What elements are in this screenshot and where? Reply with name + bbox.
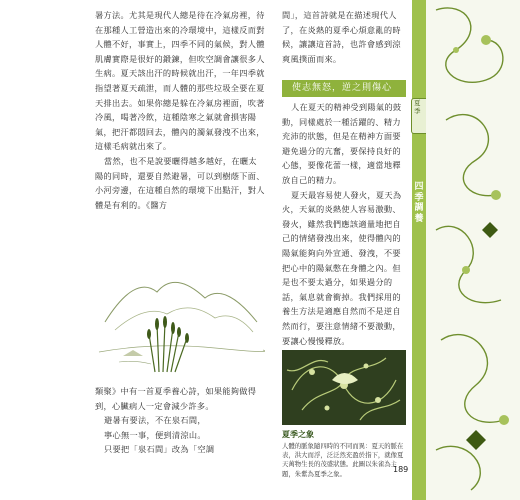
vermilion-bird-illustration <box>282 350 406 425</box>
right-paragraph-2: 夏天最容易使人發火，夏天為火，天氣的炎熱使人容易激動、發火，雖然我們應該適量地把自己的情緒發洩出來，使得體內的陽氣能夠向外宣通、發洩，不要把心中的陽氣憋在身體之內。但是也不要太過分，如果過分的話，氣息就會衝掉。我們採用的養生方法是適應自然而不是逆自然而行，要注意情緒不要激動，要讓心慢慢釋放。 <box>282 189 402 346</box>
side-rail <box>412 0 426 500</box>
page-number: 189 <box>393 465 409 474</box>
left-column <box>95 8 265 212</box>
right-column <box>282 8 406 66</box>
caption-text: 人體的脈象隨四時的不同而異：夏天的脈在表，洪大而浮，泛泛然充盈於指下，就像夏天萬物生長的茂盛狀態。此圖以朱雀為主題，朱紫為夏季之象。 <box>282 442 404 478</box>
poem-line-2: 寧心無一事，便到清涼山。 <box>104 429 206 440</box>
mountain-landscape-illustration <box>95 252 265 378</box>
chapter-side-title: 四季調養 <box>414 182 424 224</box>
left-bottom-paragraph: 類聚》中有一首夏季養心詩，如果能夠做得到，心臟病人一定會減少許多。 <box>95 386 257 411</box>
right-paragraph-1: 人在夏天的精神受到陽氣的鼓動，同樣處於一種活躍的、精力充沛的狀態，但是在精神方面要避免過分的亢奮，要保持良好的心態，要像花蕾一樣，適當地釋放自己的精力。 <box>282 102 402 185</box>
poem-line-1: 避暑有要法，不在泉石間， <box>104 415 206 426</box>
decorative-border <box>426 0 520 500</box>
section-heading: 使志無怒，逆之則傷心 <box>292 83 393 93</box>
left-bottom-closing: 只要把「泉石間」改為「空調 <box>104 444 215 455</box>
season-tab-label: 夏季 <box>414 99 421 115</box>
left-paragraph-1: 暑方法。尤其是現代人總是待在冷氣房裡，待在那種人工營造出來的冷環境中，這樣反而對人體不好，事實上，四季不同的氣候，對人體肌膚實際是很好的鍛鍊，但吹空調會讓很多人生病。夏天該出汗的時候就出汗，一年四季就指望著夏天疏泄，而人體的那些垃圾全要在夏天排出去。如果你總是躲在冷氣房裡面，吹著冷風，喝著冷飲，這種陰寒之氣就會損害陽氣，把汗都悶回去，體內的濁氣發洩不出來，這樣毛病就出來了。 <box>95 10 265 152</box>
left-bottom-text <box>95 384 265 457</box>
right-top-paragraph: 間」，這首詩就是在描述現代人了，在炎熱的夏季心煩意亂的時候，讓讓這首詩，也許會感到涼爽風撲面而來。 <box>282 10 401 64</box>
left-paragraph-2: 當然，也不是說要曬得越多越好，在曬太陽的同時，還要自然避暑，可以到樹蔭下面、小河旁邊，在這種自然的環境下出點汗，對人體是有利的。《醫方 <box>95 155 265 210</box>
caption-title: 夏季之象 <box>282 430 314 439</box>
